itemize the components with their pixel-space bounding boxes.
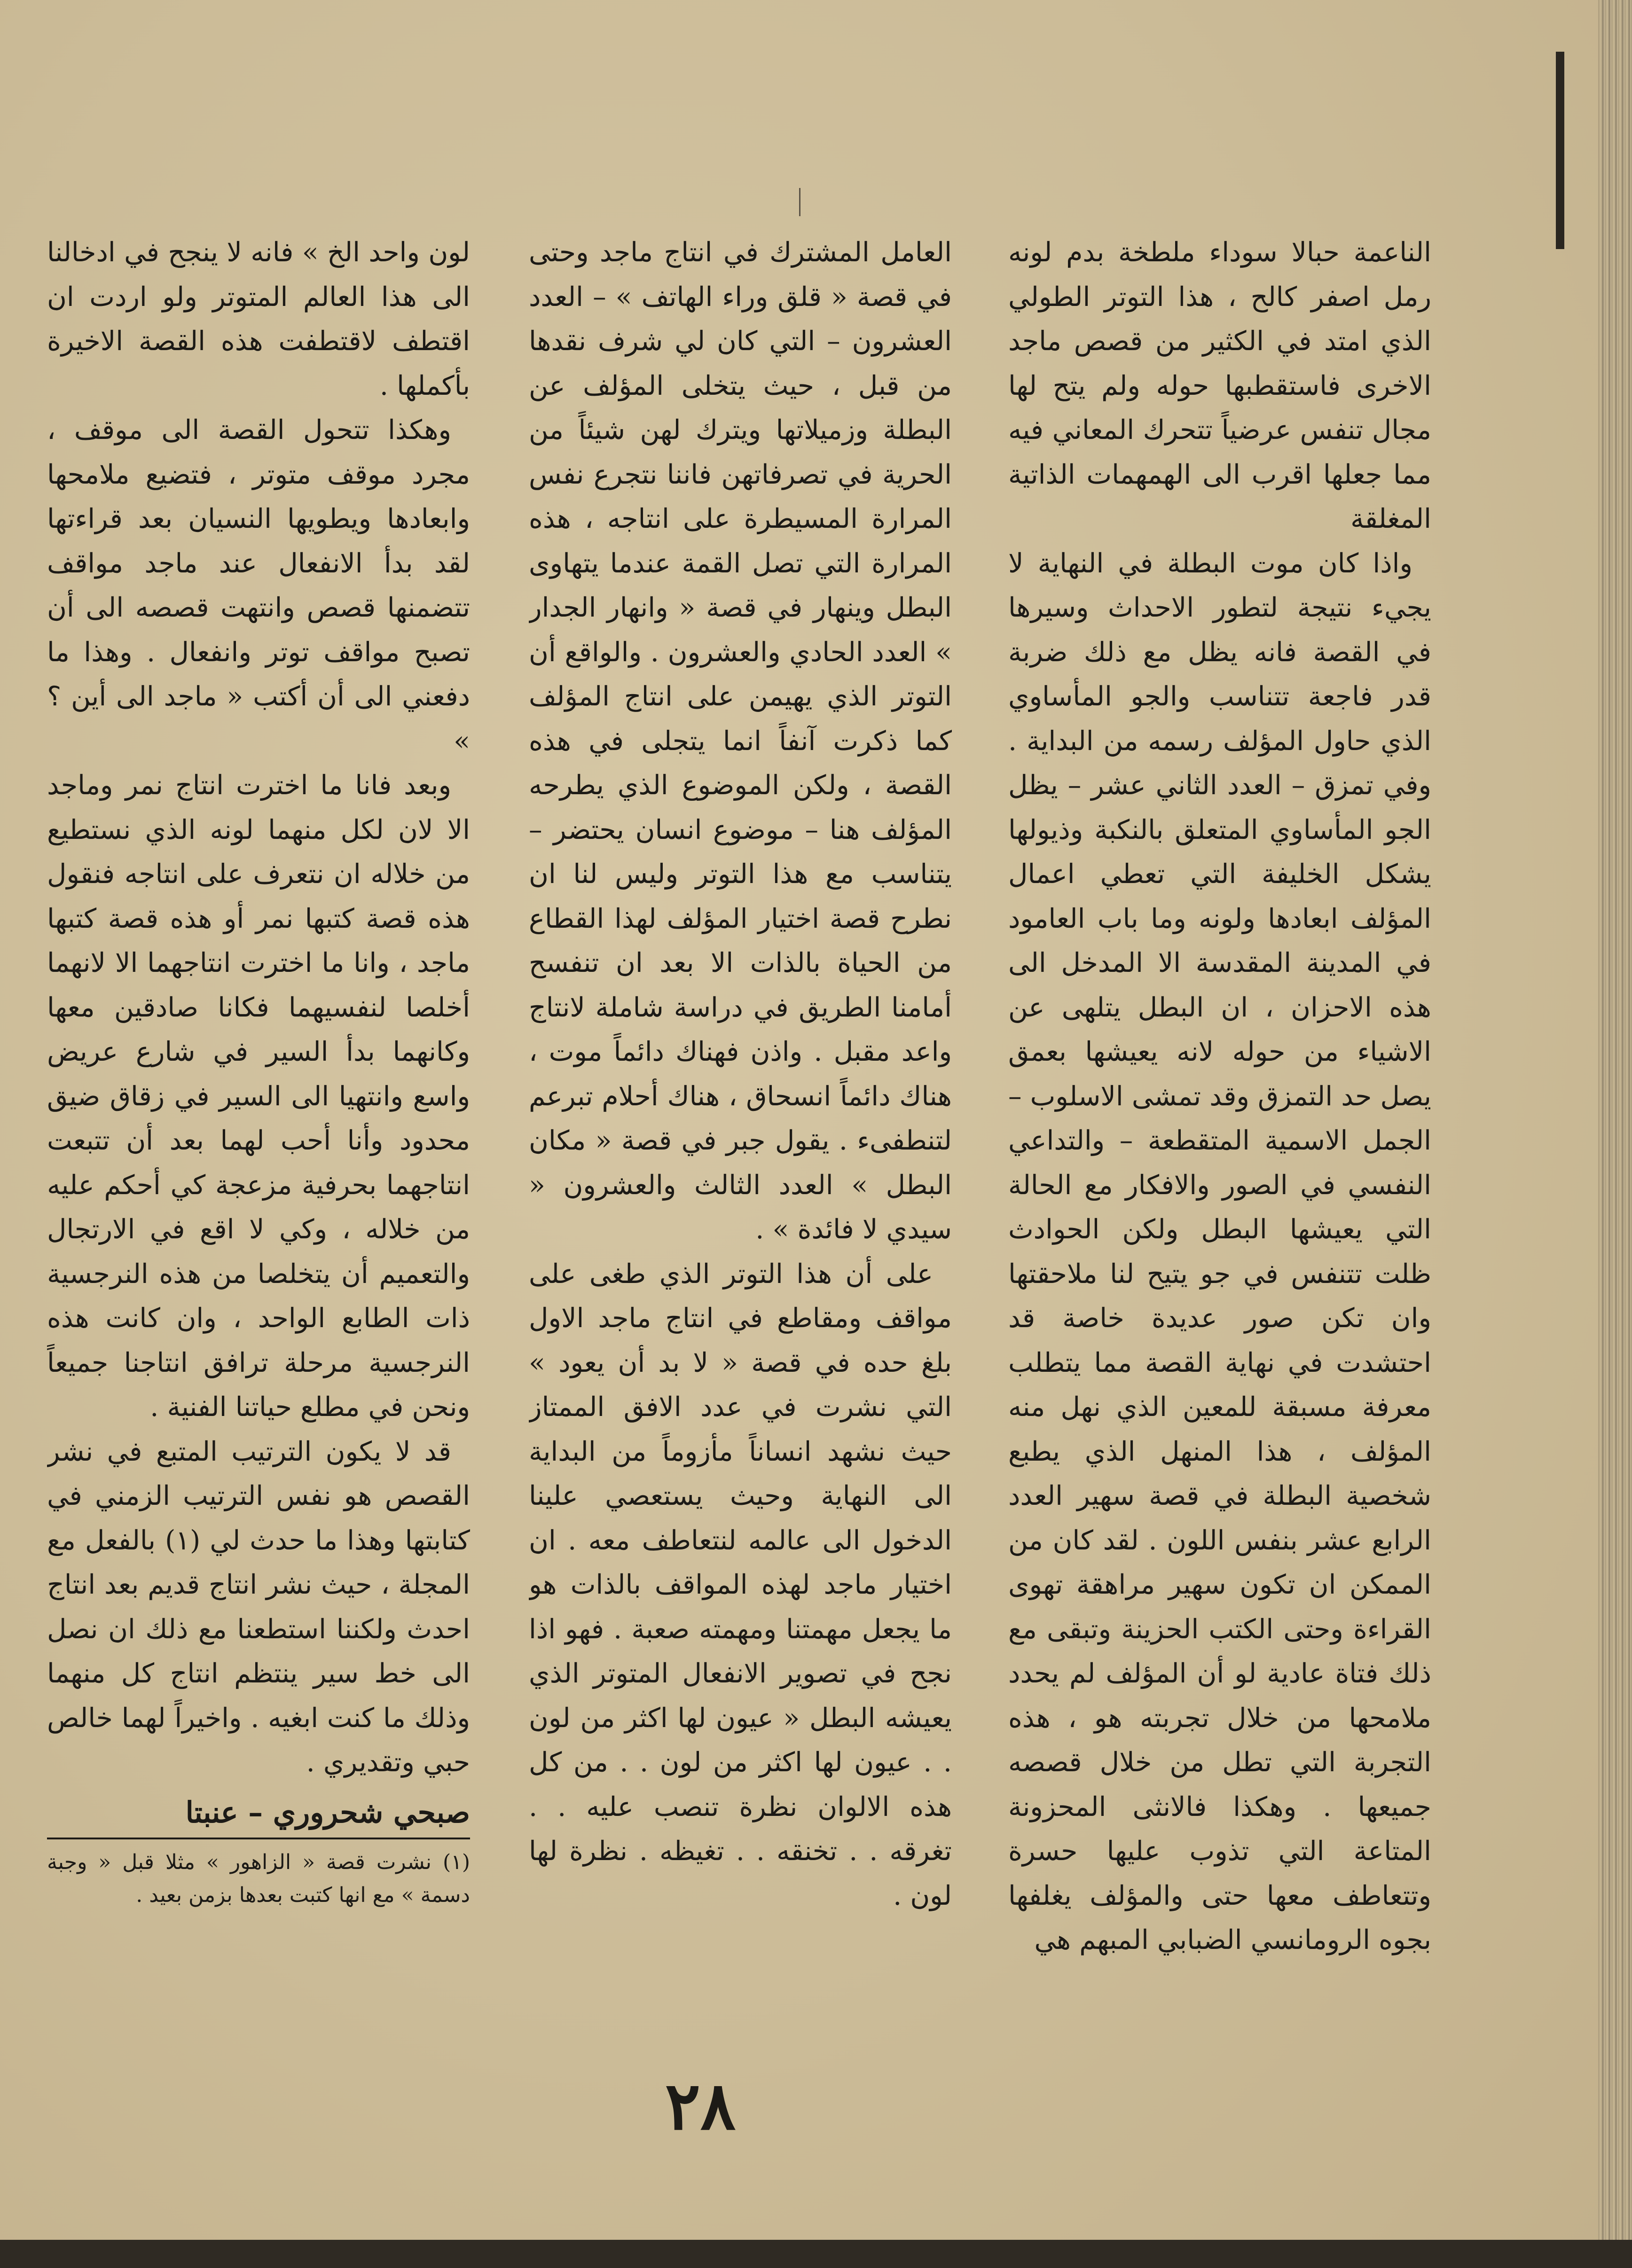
- text-column-right: [1008, 230, 1431, 2007]
- page-edge-stack: [1598, 0, 1632, 2268]
- text-column-left: [47, 230, 470, 2007]
- paragraph: لون واحد الخ » فانه لا ينجح في ادخالنا الى هذا العالم المتوتر ولو اردت ان اقتطف لاقتطفت هذه القصة الاخيرة بأكملها .: [47, 237, 470, 401]
- text-column-middle: [529, 230, 952, 2007]
- paragraph: وهكذا تتحول القصة الى موقف ، مجرد موقف متوتر ، فتضيع ملامحها وابعادها ويطويها النسيان بعد قراءتها لقد بدأ الانفعال عند ماجد مواقف تتضمنها قصص وانتهت قصصه الى أن تصبح مواقف توتر وانفعال . وهذا ما دفعني الى أن أكتب « ماجد الى أين ؟ »: [47, 414, 470, 757]
- page-number: ٢٨: [665, 2068, 736, 2145]
- paragraph: قد لا يكون الترتيب المتبع في نشر القصص هو نفس الترتيب الزمني في كتابتها وهذا ما حدث لي (١) بالفعل مع المجلة ، حيث نشر انتاج قديم بعد انتاج احدث ولكننا استطعنا مع ذلك ان نصل الى خط سير ينتظم انتاج كل منهما وذلك ما كنت ابغيه . واخيراً لهما خالص حبي وتقديري .: [47, 1436, 470, 1778]
- paragraph: على أن هذا التوتر الذي طغى على مواقف ومقاطع في انتاج ماجد الاول بلغ حده في قصة « لا بد أن يعود » التي نشرت في عدد الافق الممتاز حيث نشهد انساناً مأزوماً من البداية الى النهاية وحيث يستعصي علينا الدخول الى عالمه لنتعاطف معه . ان اختيار ماجد لهذه المواقف بالذات هو ما يجعل مهمتنا ومهمته صعبة . فهو اذا نجح في تصوير الانفعال المتوتر الذي يعيشه البطل « عيون لها اكثر من لون . . عيون لها اكثر من لون . . من كل هذه الالوان نظرة تنصب عليه . . تغرقه . . تخنقه . . تغيظه . نظرة لها لون .: [529, 1258, 952, 1911]
- bottom-shadow: [0, 2240, 1632, 2268]
- gutter-mark: [799, 188, 800, 216]
- paragraph: الناعمة حبالا سوداء ملطخة بدم لونه رمل اصفر كالح ، هذا التوتر الطولي الذي امتد في الكثير من قصص ماجد الاخرى فاستقطبها حوله ولم يتح لها مجال تنفس عرضياً تتحرك المعاني فيه مما جعلها اقرب الى الهمهمات الذاتية المغلقة: [1008, 237, 1431, 534]
- paragraph: العامل المشترك في انتاج ماجد وحتى في قصة « قلق وراء الهاتف » – العدد العشرون – التي كان لي شرف نقدها من قبل ، حيث يتخلى المؤلف عن البطلة وزميلاتها ويترك لهن شيئاً من الحرية في تصرفاتهن فاننا نتجرع نفس المرارة المسيطرة على انتاجه ، هذه المرارة التي تصل القمة عندما يتهاوى البطل وينهار في قصة « وانهار الجدار » العدد الحادي والعشرون . والواقع أن التوتر الذي يهيمن على انتاج المؤلف كما ذكرت آنفاً انما يتجلى في هذه القصة ، ولكن الموضوع الذي يطرحه المؤلف هنا – موضوع انسان يحتضر – يتناسب مع هذا التوتر وليس لنا ان نطرح قصة اختيار المؤلف لهذا القطاع من الحياة بالذات الا بعد ان تنفسح أمامنا الطريق في دراسة شاملة لانتاج واعد مقبل . واذن فهناك دائماً موت ، هناك دائماً انسحاق ، هناك أحلام تبرعم لتنطفىء . يقول جبر في قصة « مكان البطل » العدد الثالث والعشرون « سيدي لا فائدة » .: [529, 237, 952, 1245]
- paragraph: وبعد فانا ما اخترت انتاج نمر وماجد الا لان لكل منهما لونه الذي نستطيع من خلاله ان نتعرف على انتاجه فنقول هذه قصة كتبها نمر أو هذه قصة كتبها ماجد ، وانا ما اخترت انتاجهما الا لانهما أخلصا لنفسيهما فكانا صادقين معها وكانهما بدأ السير في شارع عريض واسع وانتهيا الى السير في زقاق ضيق محدود وأنا أحب لهما بعد أن تتبعت انتاجهما بحرفية مزعجة كي أحكم عليه من خلاله ، وكي لا اقع في الارتجال والتعميم أن يتخلصا من هذه النرجسية ذات الطابع الواحد ، وان كانت هذه النرجسية مرحلة ترافق انتاجنا جميعاً ونحن في مطلع حياتنا الفنية .: [47, 770, 470, 1423]
- page-cut-shadow: [1556, 52, 1564, 249]
- author-signature: صبحي شحروري – عنبتا: [47, 1791, 470, 1840]
- footnote: (١) نشرت قصة « الزاهور » مثلا قبل « وجبة دسمة » مع انها كتبت بعدها بزمن بعيد .: [47, 1850, 470, 1907]
- paragraph: واذا كان موت البطلة في النهاية لا يجيء نتيجة لتطور الاحداث وسيرها في القصة فانه يظل مع ذلك ضربة قدر فاجعة تتناسب والجو المأساوي الذي حاول المؤلف رسمه من البداية . وفي تمزق – العدد الثاني عشر – يظل الجو المأساوي المتعلق بالنكبة وذيولها يشكل الخليفة التي تعطي اعمال المؤلف ابعادها ولونه وما باب العامود في المدينة المقدسة الا المدخل الى هذه الاحزان ، ان البطل يتلهى عن الاشياء من حوله لانه يعيشها بعمق يصل حد التمزق وقد تمشى الاسلوب – الجمل الاسمية المتقطعة – والتداعي النفسي في الصور والافكار مع الحالة التي يعيشها البطل ولكن الحوادث ظلت تتنفس في جو يتيح لنا ملاحقتها وان تكن صور عديدة خاصة قد احتشدت في نهاية القصة مما يتطلب معرفة مسبقة للمعين الذي نهل منه المؤلف ، هذا المنهل الذي يطبع شخصية البطلة في قصة سهير العدد الرابع عشر بنفس اللون . لقد كان من الممكن ان تكون سهير مراهقة تهوى القراءة وحتى الكتب الحزينة وتبقى مع ذلك فتاة عادية لو أن المؤلف لم يحدد ملامحها من خلال تجربته هو ، هذه التجربة التي تطل من خلال قصصه جميعها . وهكذا فالانثى المحزونة المتاعة التي تذوب عليها حسرة وتتعاطف معها حتى والمؤلف يغلفها بجوه الرومانسي الضبابي المبهم هي: [1008, 547, 1431, 1955]
